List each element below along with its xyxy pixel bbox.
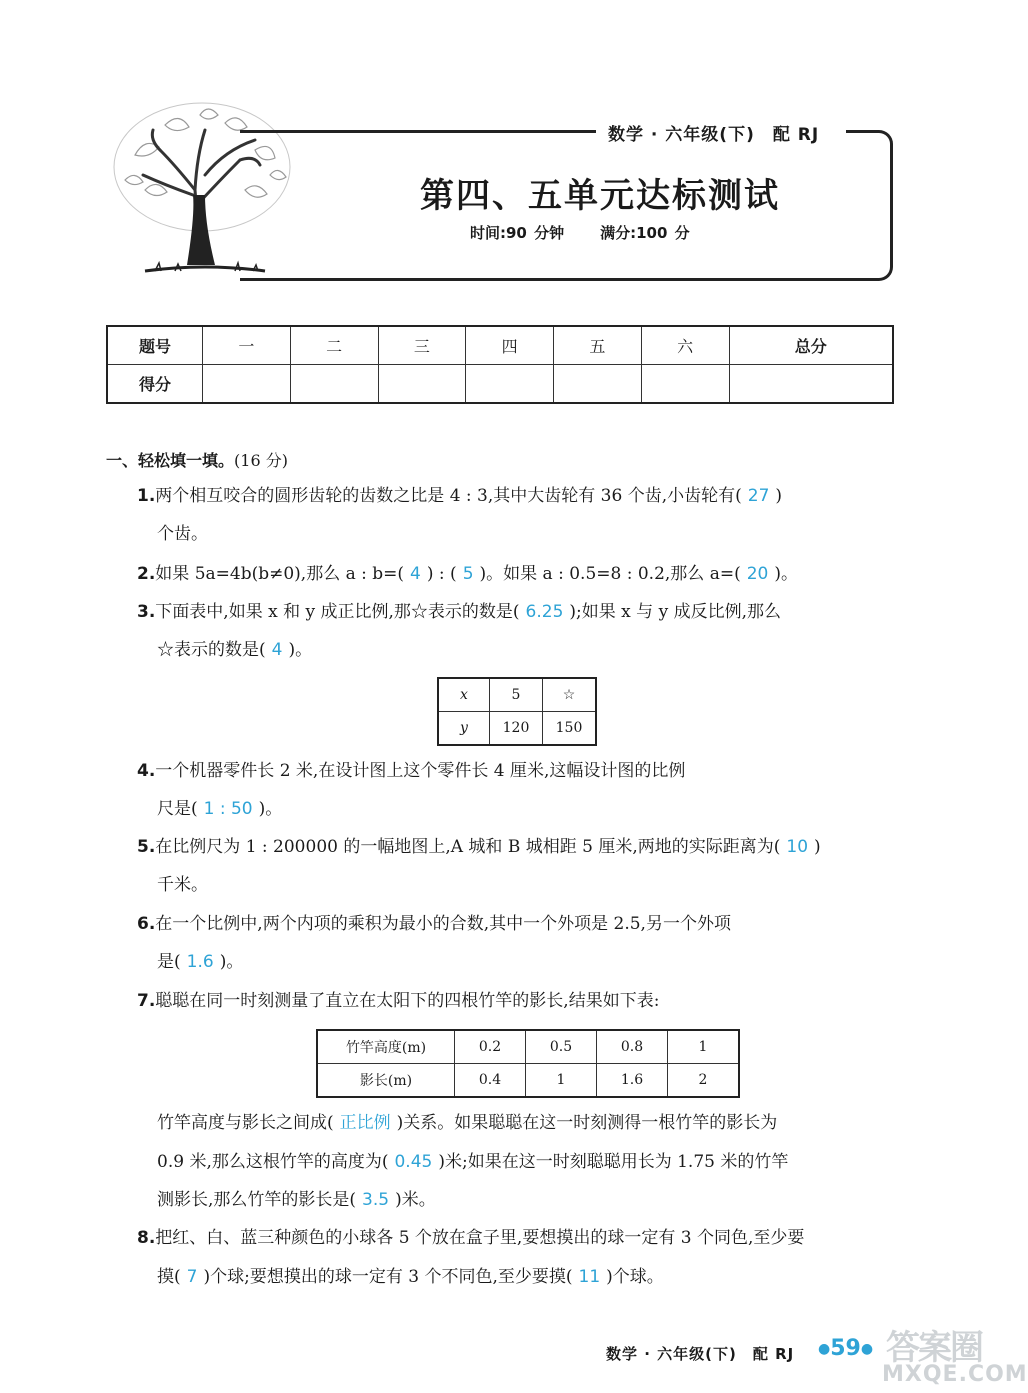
question-text: 在一个比例中,两个内项的乘积为最小的合数,其中一个外项是 2.5,另一个外项 [155, 914, 731, 934]
answer: 11 [578, 1267, 601, 1287]
question-number: 3. [137, 602, 156, 622]
answer: 1.6 [186, 952, 214, 972]
question-number: 1. [137, 486, 156, 506]
score-col: 二 [290, 326, 378, 365]
answer: 1 : 50 [203, 799, 253, 819]
question-number: 2. [137, 564, 156, 584]
question-text: )关系。如果聪聪在这一时刻测得一根竹竿的影长为 [396, 1113, 778, 1133]
score-col: 一 [203, 326, 291, 365]
score-row-label: 得分 [107, 365, 203, 404]
watermark [880, 1320, 1028, 1393]
question-6 [137, 905, 731, 943]
question-text: )。 [774, 564, 798, 584]
bamboo-table [316, 1029, 740, 1098]
exam-time: 时间:90 分钟 [470, 224, 565, 242]
table-cell: 1.6 [597, 1064, 668, 1098]
question-text: 在比例尺为 1 : 200000 的一幅地图上,A 城和 B 城相距 5 厘米,两地的实际距离为( [155, 837, 781, 857]
question-6-cont [157, 943, 243, 981]
question-text: 摸( [157, 1267, 181, 1287]
question-number: 6. [137, 914, 156, 934]
answer: 正比例 [339, 1113, 391, 1133]
score-table-score-row [107, 365, 893, 404]
answer: 7 [186, 1267, 198, 1287]
table-cell: 0.8 [597, 1030, 668, 1064]
question-7 [137, 982, 659, 1020]
answer: 10 [786, 837, 809, 857]
section-title: 一、轻松填一填。 [106, 451, 235, 470]
answer: 4 [271, 640, 283, 660]
table-cell: y [460, 720, 468, 736]
score-col: 四 [466, 326, 554, 365]
question-text: ) : ( [426, 564, 457, 584]
watermark-url: MXQE.COM [882, 1362, 1028, 1387]
question-text: 0.9 米,那么这根竹竿的高度为( [157, 1152, 389, 1172]
dot-icon: ● [818, 1341, 831, 1357]
table-cell: 5 [490, 678, 543, 712]
question-text: 测影长,那么竹竿的影长是( [157, 1190, 357, 1210]
question-text: 是( [157, 952, 181, 972]
question-text: ) [775, 486, 783, 506]
table-cell: 2 [668, 1064, 740, 1098]
question-text: );如果 x 与 y 成反比例,那么 [569, 602, 781, 622]
question-number: 5. [137, 837, 156, 857]
section-points: (16 分) [234, 451, 288, 470]
question-text: 两个相互咬合的圆形齿轮的齿数之比是 4 : 3,其中大齿轮有 36 个齿,小齿轮有( [155, 486, 742, 506]
question-4-cont [157, 790, 282, 828]
question-text: )个球。 [606, 1267, 664, 1287]
table-cell: 0.4 [455, 1064, 526, 1098]
question-7-line-3 [157, 1181, 436, 1219]
question-text: 下面表中,如果 x 和 y 成正比例,那☆表示的数是( [155, 602, 520, 622]
section-heading [106, 448, 288, 471]
score-col: 六 [641, 326, 729, 365]
dot-icon: ● [860, 1341, 874, 1357]
watermark-logo: 答案圈 [886, 1328, 982, 1368]
question-5-cont: 千米。 [157, 875, 208, 895]
question-text: 尺是( [157, 799, 198, 819]
question-text: ) [814, 837, 821, 857]
answer: 4 [410, 564, 421, 584]
table-cell: 0.2 [455, 1030, 526, 1064]
question-text: ☆表示的数是( [157, 640, 266, 660]
table-cell: 竹竿高度(m) [317, 1030, 455, 1064]
score-row-label: 题号 [107, 326, 203, 365]
score-cell[interactable] [729, 365, 893, 404]
exam-full-score: 满分:100 分 [600, 224, 690, 242]
question-text: )个球;要想摸出的球一定有 3 个不同色,至少要摸( [203, 1267, 573, 1287]
answer: 5 [462, 564, 474, 584]
score-cell[interactable] [290, 365, 378, 404]
question-text: )米。 [395, 1190, 436, 1210]
exam-info [470, 222, 690, 243]
table-cell: x [460, 687, 468, 703]
question-number: 7. [137, 991, 156, 1011]
score-cell[interactable] [554, 365, 642, 404]
question-text: )。如果 a : 0.5=8 : 0.2,那么 a=( [479, 564, 741, 584]
score-cell[interactable] [203, 365, 291, 404]
score-cell[interactable] [641, 365, 729, 404]
score-cell[interactable] [378, 365, 466, 404]
table-cell: 0.5 [526, 1030, 597, 1064]
question-8-cont [157, 1258, 664, 1296]
answer: 6.25 [525, 602, 564, 622]
question-text: 把红、白、蓝三种颜色的小球各 5 个放在盒子里,要想摸出的球一定有 3 个同色,至少要 [155, 1228, 805, 1248]
question-7-line-2 [157, 1143, 788, 1181]
table-row [438, 678, 596, 712]
question-number: 8. [137, 1228, 156, 1248]
answer: 20 [746, 564, 769, 584]
table-cell: 120 [490, 712, 543, 746]
answer: 27 [747, 486, 770, 506]
answer: 3.5 [362, 1190, 390, 1210]
header-subject: 数学 · 六年级(下) 配 RJ [608, 125, 820, 145]
table-cell: 150 [543, 712, 597, 746]
question-5 [137, 828, 821, 866]
page-number [818, 1336, 873, 1361]
table-cell: 1 [668, 1030, 740, 1064]
table-row [317, 1030, 739, 1064]
table-row [438, 712, 596, 746]
question-7-line-1 [157, 1104, 777, 1142]
table-cell: ☆ [543, 678, 597, 712]
page-number-value: 59 [830, 1336, 861, 1361]
question-number: 4. [137, 761, 156, 781]
score-cell[interactable] [466, 365, 554, 404]
score-col-total: 总分 [729, 326, 893, 365]
question-1-cont: 个齿。 [157, 524, 208, 544]
question-text: )。 [258, 799, 283, 819]
score-table [106, 325, 894, 404]
question-1 [137, 477, 782, 515]
table-cell: 影长(m) [317, 1064, 455, 1098]
xy-table [437, 677, 597, 746]
question-4 [137, 752, 685, 790]
question-text: 一个机器零件长 2 米,在设计图上这个零件长 4 厘米,这幅设计图的比例 [155, 761, 686, 781]
score-table-header-row [107, 326, 893, 365]
question-8 [137, 1219, 804, 1257]
question-text: )。 [288, 640, 313, 660]
question-text: )。 [219, 952, 244, 972]
question-text: 竹竿高度与影长之间成( [157, 1113, 334, 1133]
question-text: )米;如果在这一时刻聪聪用长为 1.75 米的竹竿 [438, 1152, 789, 1172]
question-text: 聪聪在同一时刻测量了直立在太阳下的四根竹竿的影长,结果如下表: [155, 991, 660, 1011]
question-text: 如果 5a=4b(b≠0),那么 a : b=( [155, 564, 405, 584]
table-cell: 1 [526, 1064, 597, 1098]
question-3-cont [157, 631, 312, 669]
footer-subject: 数学 · 六年级(下) 配 RJ [606, 1345, 795, 1363]
page-title: 第四、五单元达标测试 [420, 176, 780, 216]
score-col: 五 [554, 326, 642, 365]
question-3 [137, 593, 781, 631]
score-col: 三 [378, 326, 466, 365]
question-2 [137, 555, 798, 593]
answer: 0.45 [394, 1152, 433, 1172]
table-row [317, 1064, 739, 1098]
